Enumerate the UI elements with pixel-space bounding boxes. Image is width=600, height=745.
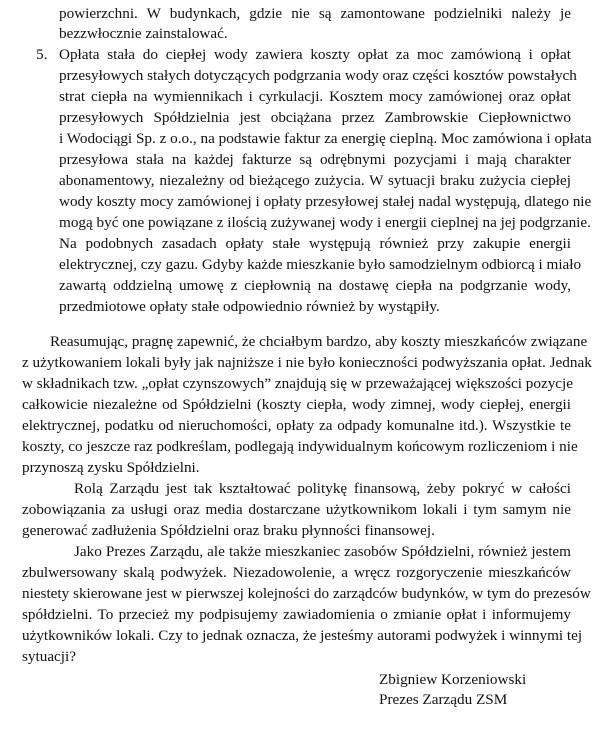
signature-name: Zbigniew Korzeniowski [379,671,527,688]
item5-line-5: i Wodociągi Sp. z o.o., na podstawie faktur za energię cieplną. Moc zamówiona i opłata [59,130,592,147]
paragraph2-line-2: zobowiązania za usługi oraz media dostarczane użytkownikom lokali i tym samym nie [22,501,571,518]
paragraph3-line-2: zbulwersowany skalą podwyżek. Niezadowolenie, a wręcz rozgoryczenie mieszkańców [22,564,571,581]
continuation-line-1: powierzchni. W budynkach, gdzie nie są zamontowane podzielniki należy je [59,5,571,22]
list-item-number: 5. [36,46,48,63]
paragraph1-line-5: elektrycznej, podatku od nieruchomości, opłaty za odpady komunalne itd.). Wszystkie te [22,417,571,434]
paragraph1-line-6: koszty, co jeszcze raz podkreślam, podlegają indywidualnym końcowym rozliczeniom i nie [22,438,578,455]
item5-line-8: wody koszty mocy zamówionej i opłaty przesyłowej stałej nadal występują, dlatego nie [59,193,592,210]
item5-line-4: przesyłowych Spółdzielnia jest obciążana przez Zambrowskie Ciepłownictwo [59,109,571,126]
continuation-line-2: bezzwłocznie zainstalować. [59,25,228,42]
signature-title: Prezes Zarządu ZSM [379,691,508,708]
paragraph3-line-5: użytkowników lokali. Czy to jednak oznacza, że jesteśmy autorami podwyżek i winnymi tej [22,627,583,644]
item5-line-10: Na podobnych zasadach opłaty stałe występują również przy zakupie energii [59,235,571,252]
item5-line-12: zawartą oddzielną umowę z ciepłownią na dostawę ciepła na podgrzanie wody, [59,277,571,294]
item5-line-2: przesyłowych stałych dotyczących podgrzania wody oraz części kosztów powstałych [59,67,577,84]
paragraph1-line-3: w składnikach tzw. „opłat czynszowych” znajdują się w przeważającej większości pozycje [22,375,574,392]
paragraph1-line-4: całkowicie niezależne od Spółdzielni (koszty ciepła, wody zimnej, wody ciepłej, energii [22,396,571,413]
paragraph3-line-3: niestety skierowane jest w pierwszej kolejności do zarządców budynków, w tym do prezesów [22,585,591,602]
item5-line-1: Opłata stała do ciepłej wody zawiera koszty opłat za moc zamówioną i opłat [59,46,571,63]
item5-line-9: mogą być one powiązane z ilością zużywanej wody i energii cieplnej na jej podgrzanie. [59,214,591,231]
item5-line-7: abonamentowy, niezależny od bieżącego zużycia. W sytuacji braku zużycia ciepłej [59,172,571,189]
paragraph3-line-1: Jako Prezes Zarządu, ale także mieszkaniec zasobów Spółdzielni, również jestem [74,543,571,560]
paragraph1-line-1: Reasumując, pragnę zapewnić, że chciałbym bardzo, aby koszty mieszkańców związane [50,333,588,350]
item5-line-13: przedmiotowe opłaty stałe odpowiednio również by wystąpiły. [59,298,440,315]
paragraph1-line-2: z użytkowaniem lokali były jak najniższe i nie było konieczności podwyższania opłat. Jednak [22,354,592,371]
item5-line-6: przesyłowa stała na każdej fakturze są odrębnymi pozycjami i mają charakter [59,151,571,168]
paragraph2-line-3: generować zadłużenia Spółdzielni oraz braku płynności finansowej. [22,522,435,539]
paragraph3-line-6: sytuacji? [22,648,76,665]
item5-line-11: elektrycznej, czy gazu. Gdyby każde mieszkanie było samodzielnym odbiorcą i miało [59,256,582,273]
paragraph1-line-7: przynoszą zysku Spółdzielni. [22,459,200,476]
paragraph2-line-1: Rolą Zarządu jest tak kształtować politykę finansową, żeby pokryć w całości [74,480,571,497]
item5-line-3: strat ciepła na wymiennikach i cyrkulacji. Kosztem mocy zamówionej oraz opłat [59,88,571,105]
paragraph3-line-4: spółdzielni. To przecież my podpisujemy zawiadomienia o zmianie opłat i informujemy [22,606,571,623]
